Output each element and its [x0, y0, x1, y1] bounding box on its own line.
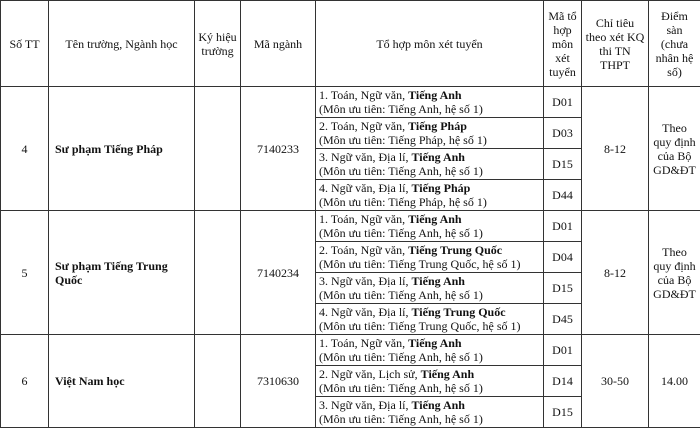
- combo-code: D15: [544, 273, 582, 304]
- school-symbol: [195, 87, 241, 211]
- combo-subjects: 1. Toán, Ngữ văn,: [319, 88, 409, 102]
- combo-note: (Môn ưu tiên: Tiếng Anh, hệ số 1): [319, 288, 483, 302]
- combo-cell: [316, 87, 544, 118]
- combo-subjects: 2. Toán, Ngữ văn,: [319, 119, 409, 133]
- header-combo-code: Mã tổ hợp môn xét tuyển: [544, 1, 582, 87]
- table-row: [1, 335, 700, 366]
- combo-priority-subject: Tiếng Trung Quốc: [408, 243, 503, 257]
- combo-note: (Môn ưu tiên: Tiếng Anh, hệ số 1): [319, 164, 483, 178]
- combo-priority-subject: Tiếng Anh: [408, 212, 462, 226]
- major-code: 7140233: [241, 87, 316, 211]
- combo-priority-subject: Tiếng Trung Quốc: [411, 305, 506, 319]
- major-name: Việt Nam học: [49, 335, 195, 428]
- quota: 8-12: [582, 211, 649, 335]
- combo-priority-subject: Tiếng Anh: [411, 274, 465, 288]
- combo-note: (Môn ưu tiên: Tiếng Anh, hệ số 1): [319, 226, 483, 240]
- major-name: Sư phạm Tiếng Pháp: [49, 87, 195, 211]
- major-code: 7140234: [241, 211, 316, 335]
- floor-score: Theo quy định của Bộ GD&ĐT: [649, 211, 700, 335]
- quota: 30-50: [582, 335, 649, 428]
- combo-code: D15: [544, 397, 582, 428]
- combo-code: D01: [544, 211, 582, 242]
- combo-priority-subject: Tiếng Anh: [408, 336, 462, 350]
- combo-code: D45: [544, 304, 582, 335]
- combo-note: (Môn ưu tiên: Tiếng Anh, hệ số 1): [319, 412, 483, 426]
- combo-note: (Môn ưu tiên: Tiếng Trung Quốc, hệ số 1): [319, 257, 521, 271]
- major-name: Sư phạm Tiếng Trung Quốc: [49, 211, 195, 335]
- combo-cell: [316, 335, 544, 366]
- combo-code: D04: [544, 242, 582, 273]
- header-floor: Điểm sàn (chưa nhân hệ số): [649, 1, 700, 87]
- combo-subjects: 4. Ngữ văn, Địa lí,: [319, 181, 412, 195]
- combo-cell: [316, 211, 544, 242]
- combo-subjects: 4. Ngữ văn, Địa lí,: [319, 305, 412, 319]
- header-combo: Tổ hợp môn xét tuyển: [316, 1, 544, 87]
- header-code: Mã ngành: [241, 1, 316, 87]
- header-quota: Chỉ tiêu theo xét KQ thi TN THPT: [582, 1, 649, 87]
- row-stt: 4: [1, 87, 49, 211]
- combo-cell: [316, 118, 544, 149]
- combo-code: D15: [544, 149, 582, 180]
- combo-cell: [316, 304, 544, 335]
- combo-priority-subject: Tiếng Pháp: [411, 181, 471, 195]
- combo-code: D14: [544, 366, 582, 397]
- combo-note: (Môn ưu tiên: Tiếng Pháp, hệ số 1): [319, 133, 487, 147]
- combo-code: D44: [544, 180, 582, 211]
- combo-priority-subject: Tiếng Pháp: [408, 119, 467, 133]
- combo-code: D03: [544, 118, 582, 149]
- combo-priority-subject: Tiếng Anh: [408, 88, 462, 102]
- combo-subjects: 3. Ngữ văn, Địa lí,: [319, 274, 412, 288]
- table-row: [1, 87, 700, 118]
- header-row: [1, 1, 700, 87]
- row-stt: 5: [1, 211, 49, 335]
- combo-note: (Môn ưu tiên: Tiếng Pháp, hệ số 1): [319, 195, 487, 209]
- school-symbol: [195, 211, 241, 335]
- combo-subjects: 1. Toán, Ngữ văn,: [319, 336, 409, 350]
- combo-subjects: 3. Ngữ văn, Địa lí,: [319, 150, 412, 164]
- combo-code: D01: [544, 87, 582, 118]
- floor-score: Theo quy định của Bộ GD&ĐT: [649, 87, 700, 211]
- school-symbol: [195, 335, 241, 428]
- combo-note: (Môn ưu tiên: Tiếng Trung Quốc, hệ số 1): [319, 319, 521, 333]
- major-code: 7310630: [241, 335, 316, 428]
- row-stt: 6: [1, 335, 49, 428]
- header-stt: Số TT: [1, 1, 49, 87]
- combo-cell: [316, 149, 544, 180]
- table-row: [1, 211, 700, 242]
- combo-subjects: 2. Ngữ văn, Lịch sử,: [319, 367, 421, 381]
- combo-note: (Môn ưu tiên: Tiếng Anh, hệ số 1): [319, 381, 483, 395]
- combo-subjects: 3. Ngữ văn, Địa lí,: [319, 398, 412, 412]
- combo-code: D01: [544, 335, 582, 366]
- combo-priority-subject: Tiếng Anh: [411, 398, 465, 412]
- combo-priority-subject: Tiếng Anh: [411, 150, 465, 164]
- combo-priority-subject: Tiếng Anh: [420, 367, 475, 381]
- quota: 8-12: [582, 87, 649, 211]
- combo-cell: [316, 273, 544, 304]
- combo-note: (Môn ưu tiên: Tiếng Anh, hệ số 1): [319, 350, 483, 364]
- combo-cell: [316, 242, 544, 273]
- combo-cell: [316, 180, 544, 211]
- combo-note: (Môn ưu tiên: Tiếng Anh, hệ số 1): [319, 102, 483, 116]
- combo-subjects: 1. Toán, Ngữ văn,: [319, 212, 409, 226]
- combo-cell: [316, 397, 544, 428]
- combo-subjects: 2. Toán, Ngữ văn,: [319, 243, 409, 257]
- header-symbol: Ký hiệu trường: [195, 1, 241, 87]
- combo-cell: [316, 366, 544, 397]
- header-name: Tên trường, Ngành học: [49, 1, 195, 87]
- floor-score: 14.00: [649, 335, 700, 428]
